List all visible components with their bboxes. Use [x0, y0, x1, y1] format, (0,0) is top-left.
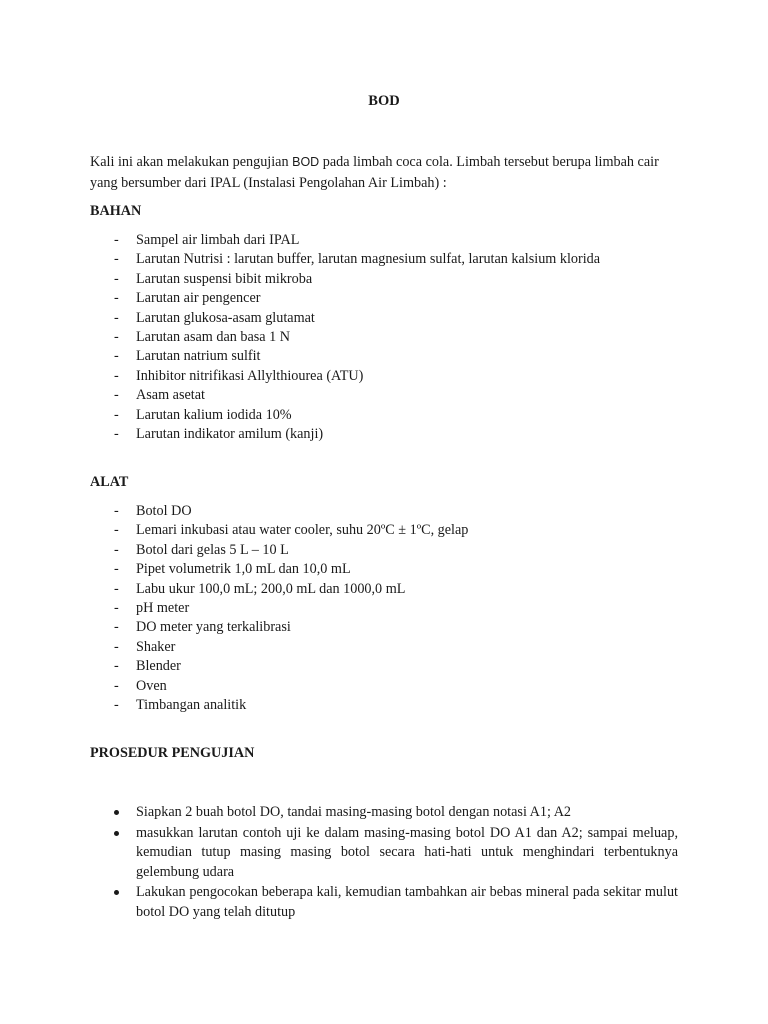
- alat-item: [90, 599, 468, 618]
- list-dash: -: [114, 541, 119, 558]
- list-dash: -: [114, 367, 119, 384]
- alat-item: [90, 521, 468, 540]
- alat-item-text: pH meter: [136, 599, 190, 616]
- bahan-item: [90, 289, 600, 308]
- intro-bod-term: BOD: [292, 155, 320, 169]
- intro-text-part1: Kali ini akan melakukan pengujian: [90, 154, 293, 170]
- list-dash: -: [114, 503, 119, 519]
- list-dash: -: [114, 270, 119, 287]
- alat-item-text: Lemari inkubasi atau water cooler, suhu 20ºC ± 1ºC, gelap: [136, 522, 469, 539]
- alat-item-text: Blender: [136, 658, 181, 675]
- list-dash: -: [114, 425, 119, 442]
- bahan-item-text: Larutan Nutrisi : larutan buffer, larutan magnesium sulfat, larutan kalsium klorida: [136, 251, 601, 268]
- alat-item-text: DO meter yang terkalibrasi: [136, 619, 291, 636]
- prosedur-item: [90, 824, 678, 883]
- bahan-item: [90, 347, 600, 366]
- list-dash: -: [114, 696, 119, 713]
- prosedur-item: [90, 803, 678, 823]
- list-dash: -: [114, 658, 119, 675]
- intro-text-part2: pada limbah coca cola. Limbah tersebut berupa limbah cair yang bersumber dari IPAL (Instalasi Pengolahan Air Limbah) :: [90, 154, 659, 191]
- bullet-dot-icon: [114, 831, 119, 836]
- bahan-item-text: Larutan suspensi bibit mikroba: [136, 270, 313, 287]
- bahan-item-text: Larutan kalium iodida 10%: [136, 406, 292, 423]
- alat-item-text: Labu ukur 100,0 mL; 200,0 mL dan 1000,0 mL: [136, 580, 406, 597]
- bahan-item: [90, 231, 600, 250]
- bahan-item: [90, 386, 600, 405]
- alat-item: [90, 638, 468, 657]
- bahan-item: [90, 406, 600, 425]
- list-dash: -: [114, 638, 119, 655]
- list-dash: -: [114, 677, 119, 694]
- alat-item-text: Pipet volumetrik 1,0 mL dan 10,0 mL: [136, 561, 351, 578]
- bullet-dot-icon: [114, 890, 119, 895]
- list-dash: -: [114, 348, 119, 365]
- bahan-item-text: Asam asetat: [136, 387, 205, 404]
- list-dash: -: [114, 251, 119, 268]
- bahan-list: [90, 231, 600, 444]
- prosedur-item-text: Lakukan pengocokan beberapa kali, kemudian tambahkan air bebas mineral pada sekitar mulut botol DO yang telah ditutup: [136, 884, 678, 920]
- alat-list: [90, 502, 468, 715]
- bahan-item: [90, 250, 600, 269]
- list-dash: -: [114, 309, 119, 326]
- bahan-item: [90, 270, 600, 289]
- prosedur-heading: PROSEDUR PENGUJIAN: [90, 745, 255, 761]
- alat-item: [90, 696, 468, 715]
- list-dash: -: [114, 387, 119, 404]
- prosedur-item: [90, 883, 678, 922]
- bahan-item-text: Larutan glukosa-asam glutamat: [136, 309, 315, 326]
- list-dash: -: [114, 599, 119, 616]
- bahan-heading: BAHAN: [90, 203, 142, 219]
- document-title: BOD: [368, 93, 400, 109]
- bahan-item: [90, 367, 600, 386]
- alat-item: [90, 502, 468, 521]
- alat-item-text: Oven: [136, 677, 167, 694]
- bahan-item: [90, 309, 600, 328]
- bahan-item: [90, 425, 600, 444]
- alat-item: [90, 560, 468, 579]
- prosedur-item-text: Siapkan 2 buah botol DO, tandai masing-masing botol dengan notasi A1; A2: [136, 804, 572, 820]
- alat-item-text: Botol dari gelas 5 L – 10 L: [136, 541, 289, 558]
- bullet-dot-icon: [114, 810, 119, 815]
- list-dash: -: [114, 232, 119, 248]
- alat-item: [90, 657, 468, 676]
- alat-item: [90, 618, 468, 637]
- alat-heading: ALAT: [90, 474, 129, 490]
- bahan-item-text: Larutan asam dan basa 1 N: [136, 328, 291, 345]
- alat-item-text: Timbangan analitik: [136, 696, 247, 713]
- list-dash: -: [114, 328, 119, 345]
- bahan-item-text: Sampel air limbah dari IPAL: [136, 232, 300, 248]
- list-dash: -: [114, 580, 119, 597]
- list-dash: -: [114, 619, 119, 636]
- intro-paragraph: [90, 152, 680, 194]
- bahan-item-text: Larutan air pengencer: [136, 290, 261, 307]
- bahan-item-text: Inhibitor nitrifikasi Allylthiourea (ATU): [136, 367, 364, 384]
- alat-item-text: Shaker: [136, 638, 176, 655]
- alat-item: [90, 677, 468, 696]
- list-dash: -: [114, 561, 119, 578]
- list-dash: -: [114, 290, 119, 307]
- prosedur-list: [90, 803, 678, 924]
- alat-item-text: Botol DO: [136, 503, 192, 519]
- bahan-item-text: Larutan indikator amilum (kanji): [136, 425, 324, 442]
- alat-item: [90, 580, 468, 599]
- list-dash: -: [114, 522, 119, 539]
- bahan-item-text: Larutan natrium sulfit: [136, 348, 261, 365]
- prosedur-item-text: masukkan larutan contoh uji ke dalam masing-masing botol DO A1 dan A2; sampai meluap, kemudian tutup masing masing botol secara hati-hati untuk menghindari terbentuknya gelembung udara: [136, 824, 678, 880]
- list-dash: -: [114, 406, 119, 423]
- bahan-item: [90, 328, 600, 347]
- alat-item: [90, 541, 468, 560]
